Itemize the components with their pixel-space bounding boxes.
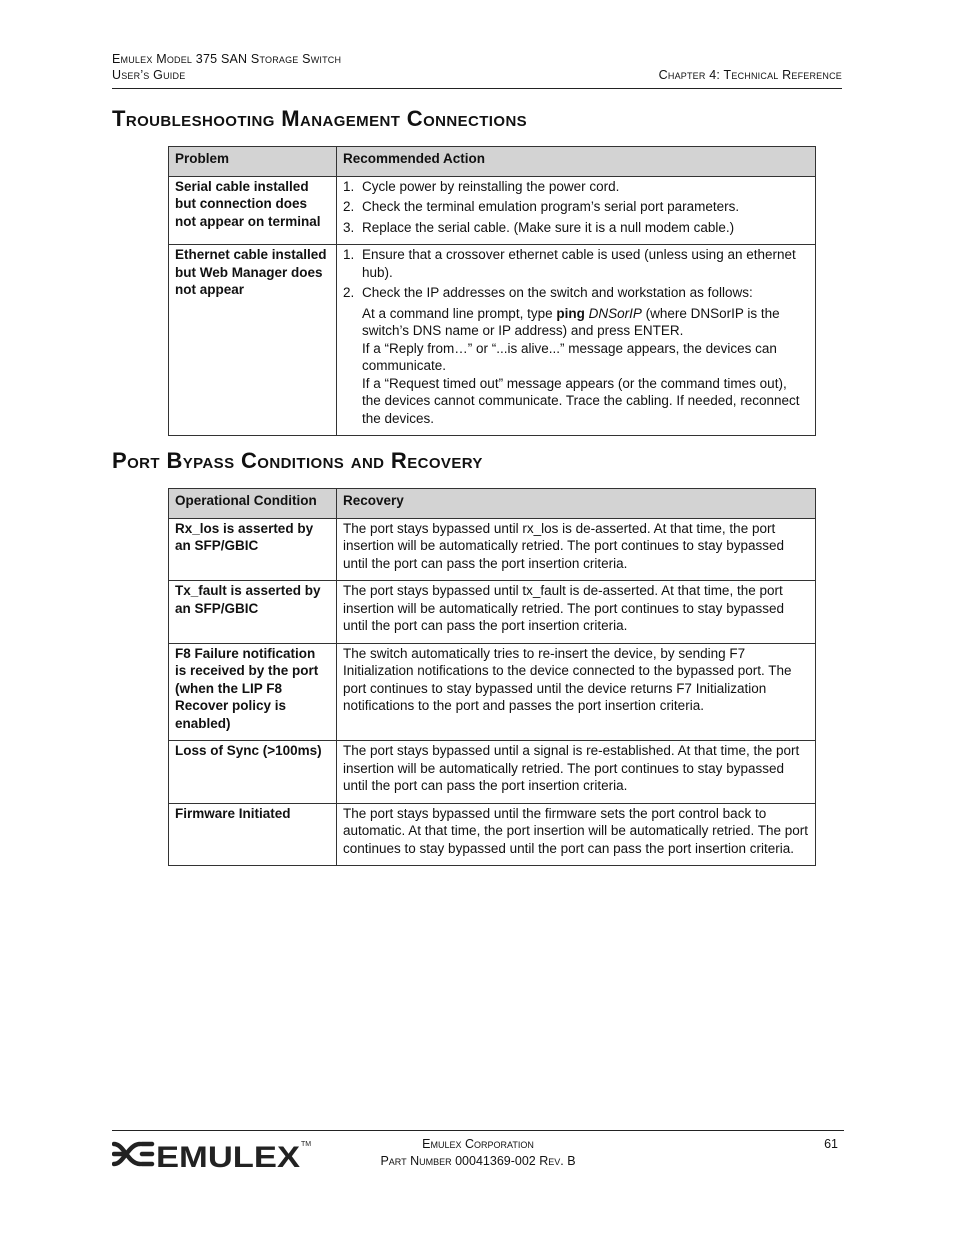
table-row <box>169 518 816 581</box>
port-bypass-table <box>168 488 816 866</box>
recovery-cell: The port stays bypassed until rx_los is de-asserted. At that time, the port insertion will be automatically retried. The port continues to stay bypassed until the port can pass the port insertion criteria. <box>337 518 816 581</box>
recovery-cell: The port stays bypassed until a signal is re-established. At that time, the port insertion will be automatically retried. The port continues to stay bypassed until the port can pass the port insertion criteria. <box>337 741 816 804</box>
action-list <box>343 178 809 237</box>
header-product: Emulex Model 375 SAN Storage Switch <box>112 52 342 66</box>
column-header-problem: Problem <box>169 147 337 177</box>
header-guide: User’s Guide <box>112 68 186 82</box>
page-footer <box>112 1130 844 1176</box>
troubleshooting-table <box>168 146 816 436</box>
recovery-cell: The port stays bypassed until the firmware sets the port control back to automatic. At that time, the port insertion will be automatically retried. The port continues to stay bypassed until the port can pass the port insertion criteria. <box>337 803 816 866</box>
condition-cell: Rx_los is asserted by an SFP/GBIC <box>169 518 337 581</box>
table-header-row <box>169 147 816 177</box>
trademark-mark: TM <box>301 1141 312 1148</box>
action-text: Cycle power by reinstalling the power cord. <box>362 178 620 194</box>
column-header-condition: Operational Condition <box>169 489 337 519</box>
page-number: 61 <box>824 1137 838 1151</box>
table-row <box>169 581 816 644</box>
ping-argument: DNSorIP <box>588 305 642 321</box>
timeout-note: If a “Request timed out” message appears (or the command times out), the devices cannot communicate. Trace the cabling. If needed, reconnect the devices. <box>362 375 800 426</box>
header-chapter: Chapter 4: Technical Reference <box>658 68 842 82</box>
action-text: Check the IP addresses on the switch and workstation as follows: <box>362 285 753 300</box>
section-title-port-bypass: Port Bypass Conditions and Recovery <box>112 448 483 473</box>
recovery-cell: The switch automatically tries to re-insert the device, by sending F7 Initialization notifications to the device connected to the bypassed port. The port continues to stay bypassed until the device returns F7 Initialization notifications to the port and passes the port insertion criteria. <box>337 643 816 741</box>
column-header-recovery: Recovery <box>337 489 816 519</box>
action-list <box>343 246 809 427</box>
list-item: 3. Replace the serial cable. (Make sure it is a null modem cable.) <box>343 219 735 235</box>
recovery-cell: The port stays bypassed until tx_fault is de-asserted. At that time, the port insertion will be automatically retried. The port continues to stay bypassed until the port can pass the port insertion criteria. <box>337 581 816 644</box>
ping-command: ping <box>556 305 585 321</box>
running-header <box>112 52 842 89</box>
condition-cell: F8 Failure notification is received by the port (when the LIP F8 Recover policy is enabled) <box>169 643 337 741</box>
table-row <box>169 643 816 741</box>
problem-cell: Serial cable installed but connection does not appear on terminal <box>169 176 337 245</box>
condition-cell: Loss of Sync (>100ms) <box>169 741 337 804</box>
list-item: 2. Check the IP addresses on the switch and workstation as follows: At a command line prompt, type ping DNSorIP (where DNSorIP is the switch’s DNS name or IP address) and press ENTER. If a “Reply from…” or “...is alive...” message appears, the devices can communicate. If a “Request timed out” message appears (or the command times out), the devices cannot communicate. Trace the cabling. If needed, reconnect the devices. <box>343 284 809 427</box>
action-text: Replace the serial cable. (Make sure it is a null modem cable.) <box>362 219 735 235</box>
list-item: 1. Ensure that a crossover ethernet cable is used (unless using an ethernet hub). <box>343 247 796 280</box>
condition-cell: Firmware Initiated <box>169 803 337 866</box>
logo-wordmark: EMULEX <box>156 1141 300 1172</box>
reply-note: If a “Reply from…” or “...is alive...” message appears, the devices can communicate. <box>362 340 777 373</box>
action-text: Ensure that a crossover ethernet cable is used (unless using an ethernet hub). <box>362 247 796 280</box>
footer-part-number: Part Number 00041369-002 Rev. B <box>380 1154 576 1168</box>
table-row <box>169 741 816 804</box>
problem-cell: Ethernet cable installed but Web Manager does not appear <box>169 245 337 436</box>
list-item: 1. Cycle power by reinstalling the power cord. <box>343 178 620 194</box>
column-header-action: Recommended Action <box>337 147 816 177</box>
action-text: Check the terminal emulation program’s serial port parameters. <box>362 199 740 214</box>
action-cell <box>337 245 816 436</box>
table-header-row <box>169 489 816 519</box>
action-cell <box>337 176 816 245</box>
ping-instruction: At a command line prompt, type ping DNSorIP (where DNSorIP is the switch’s DNS name or IP address) and press ENTER. <box>362 305 780 338</box>
footer-company: Emulex Corporation <box>422 1137 534 1151</box>
list-item: 2. Check the terminal emulation program’s serial port parameters. <box>343 199 740 214</box>
table-row <box>169 245 816 436</box>
table-row <box>169 803 816 866</box>
section-title-troubleshooting: Troubleshooting Management Connections <box>112 106 528 131</box>
condition-cell: Tx_fault is asserted by an SFP/GBIC <box>169 581 337 644</box>
table-row <box>169 176 816 245</box>
